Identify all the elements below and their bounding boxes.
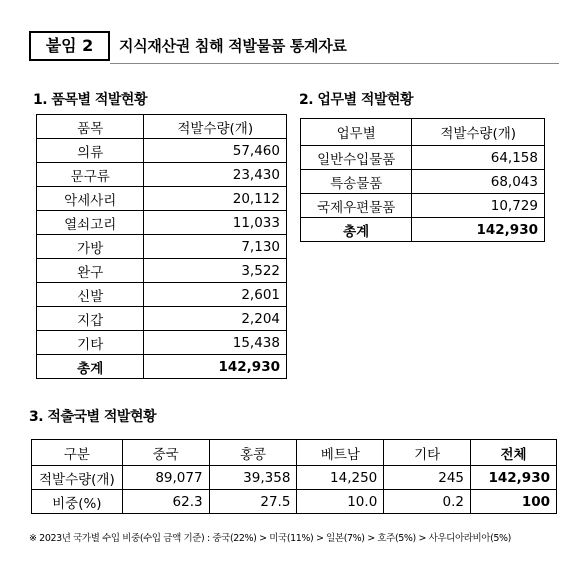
- table-row: [37, 307, 287, 331]
- column-header: 업무별: [301, 119, 412, 146]
- table-row: [301, 170, 545, 194]
- document-header: [29, 31, 559, 65]
- cell-total: 142,930: [471, 466, 557, 490]
- business-name: 특송물품: [301, 170, 412, 194]
- section1-title: 1. 품목별 적발현황: [33, 92, 147, 108]
- item-name: 완구: [37, 259, 144, 283]
- item-name: 의류: [37, 139, 144, 163]
- table-header-row: [37, 115, 287, 139]
- item-name: 기타: [37, 331, 144, 355]
- business-qty: 10,729: [412, 194, 545, 218]
- table-row: [37, 187, 287, 211]
- table-row: [37, 235, 287, 259]
- cell-value: 89,077: [122, 466, 209, 490]
- country-table: [31, 439, 557, 514]
- item-name: 열쇠고리: [37, 211, 144, 235]
- item-qty: 23,430: [144, 163, 287, 187]
- title-underline: [110, 63, 559, 64]
- item-name: 가방: [37, 235, 144, 259]
- business-qty: 64,158: [412, 146, 545, 170]
- item-qty: 15,438: [144, 331, 287, 355]
- cell-value: 0.2: [384, 490, 471, 514]
- total-row: [301, 218, 545, 242]
- column-header: 베트남: [297, 440, 384, 466]
- table-row: [32, 466, 557, 490]
- business-name: 일반수입물품: [301, 146, 412, 170]
- item-name: 신발: [37, 283, 144, 307]
- cell-total: 100: [471, 490, 557, 514]
- section3-title: 3. 적출국별 적발현황: [29, 409, 156, 425]
- row-label: 적발수량(개): [32, 466, 123, 490]
- document-title: 지식재산권 침해 적발물품 통계자료: [119, 37, 347, 55]
- item-name: 문구류: [37, 163, 144, 187]
- item-qty: 2,601: [144, 283, 287, 307]
- cell-value: 10.0: [297, 490, 384, 514]
- business-table: [300, 118, 545, 242]
- table-row: [37, 211, 287, 235]
- total-label: 총계: [37, 355, 144, 379]
- table-row: [37, 283, 287, 307]
- column-header: 홍콩: [209, 440, 297, 466]
- total-label: 총계: [301, 218, 412, 242]
- cell-value: 27.5: [209, 490, 297, 514]
- table-header-row: [301, 119, 545, 146]
- column-header: 적발수량(개): [144, 115, 287, 139]
- table-row: [301, 146, 545, 170]
- attachment-badge: 붙임 2: [29, 31, 110, 61]
- column-header: 적발수량(개): [412, 119, 545, 146]
- item-qty: 57,460: [144, 139, 287, 163]
- item-qty: 7,130: [144, 235, 287, 259]
- table-row: [32, 490, 557, 514]
- row-label: 비중(%): [32, 490, 123, 514]
- table-row: [37, 163, 287, 187]
- table-row: [37, 331, 287, 355]
- column-header: 기타: [384, 440, 471, 466]
- table-row: [301, 194, 545, 218]
- total-row: [37, 355, 287, 379]
- item-qty: 20,112: [144, 187, 287, 211]
- business-name: 국제우편물품: [301, 194, 412, 218]
- cell-value: 62.3: [122, 490, 209, 514]
- item-name: 악세사리: [37, 187, 144, 211]
- column-header: 구분: [32, 440, 123, 466]
- item-qty: 11,033: [144, 211, 287, 235]
- section2-title: 2. 업무별 적발현황: [299, 92, 413, 108]
- cell-value: 245: [384, 466, 471, 490]
- table-row: [37, 259, 287, 283]
- column-header: 중국: [122, 440, 209, 466]
- total-qty: 142,930: [412, 218, 545, 242]
- table-header-row: [32, 440, 557, 466]
- column-header-total: 전체: [471, 440, 557, 466]
- item-name: 지갑: [37, 307, 144, 331]
- item-qty: 2,204: [144, 307, 287, 331]
- cell-value: 14,250: [297, 466, 384, 490]
- total-qty: 142,930: [144, 355, 287, 379]
- item-table: [36, 114, 287, 379]
- footnote: ※ 2023년 국가별 수입 비중(수입 금액 기준) : 중국(22%) > 미국(11%) > 일본(7%) > 호주(5%) > 사우디아라비아(5%): [29, 533, 511, 544]
- table-row: [37, 139, 287, 163]
- column-header: 품목: [37, 115, 144, 139]
- business-qty: 68,043: [412, 170, 545, 194]
- cell-value: 39,358: [209, 466, 297, 490]
- item-qty: 3,522: [144, 259, 287, 283]
